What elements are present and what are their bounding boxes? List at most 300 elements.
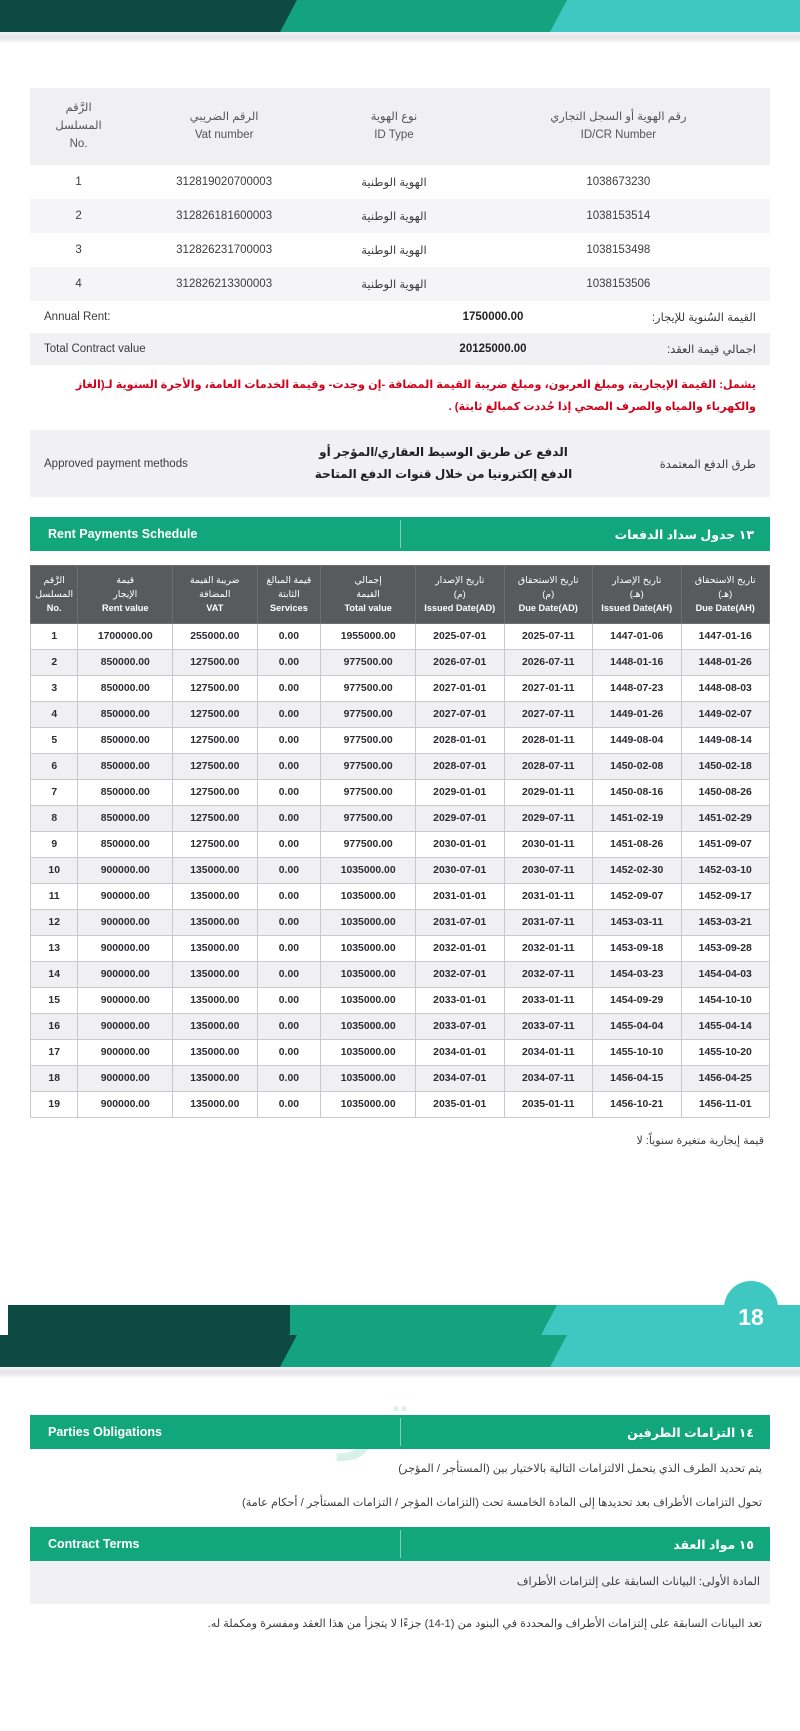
- schedule-table-row: [31, 728, 770, 754]
- schedule-cell-due-ah: 1449-02-07: [681, 702, 770, 728]
- schedule-cell-due-ad: 2033-07-11: [504, 1014, 593, 1040]
- schedule-cell-no: 4: [31, 702, 78, 728]
- total-contract-value: 20125000.00: [459, 343, 527, 356]
- schedule-col-due-ad-ar2: (م): [542, 588, 555, 600]
- schedule-col-issued-ah-en: Issued Date(AH): [601, 603, 673, 614]
- parties-table-body: [30, 165, 770, 301]
- parties-cell-idcr: 1038153498: [467, 233, 770, 267]
- schedule-cell-issued-ad: 2033-01-01: [416, 988, 505, 1014]
- parties-cell-idcr: 1038153514: [467, 199, 770, 233]
- schedule-cell-issued-ah: 1447-01-06: [593, 624, 682, 650]
- schedule-cell-vat: 135000.00: [173, 910, 257, 936]
- schedule-header-row: [31, 566, 770, 624]
- parties-cell-idcr: 1038673230: [467, 165, 770, 199]
- schedule-cell-rent: 900000.00: [78, 1040, 173, 1066]
- schedule-col-vat-en: VAT: [206, 603, 224, 614]
- schedule-table-row: [31, 1092, 770, 1118]
- schedule-cell-rent: 850000.00: [78, 728, 173, 754]
- schedule-cell-rent: 850000.00: [78, 702, 173, 728]
- parties-table: [30, 88, 770, 301]
- schedule-table-row: [31, 962, 770, 988]
- schedule-cell-total: 1035000.00: [321, 1066, 416, 1092]
- schedule-cell-rent: 850000.00: [78, 676, 173, 702]
- schedule-cell-rent: 900000.00: [78, 858, 173, 884]
- schedule-cell-due-ah: 1456-11-01: [681, 1092, 770, 1118]
- schedule-table-row: [31, 910, 770, 936]
- schedule-cell-rent: 900000.00: [78, 910, 173, 936]
- schedule-cell-due-ah: 1454-10-10: [681, 988, 770, 1014]
- schedule-cell-due-ad: 2028-01-11: [504, 728, 593, 754]
- schedule-cell-issued-ah: 1456-04-15: [593, 1066, 682, 1092]
- schedule-col-total-ar1: إجمالي: [354, 574, 382, 586]
- schedule-cell-total: 1035000.00: [321, 988, 416, 1014]
- schedule-cell-total: 1035000.00: [321, 884, 416, 910]
- schedule-col-no-en: .No: [46, 603, 62, 614]
- schedule-col-issued-ad-en: Issued Date(AD): [424, 603, 496, 614]
- schedule-cell-due-ah: 1448-01-26: [681, 650, 770, 676]
- schedule-cell-no: 1: [31, 624, 78, 650]
- schedule-cell-total: 1035000.00: [321, 1092, 416, 1118]
- schedule-table-row: [31, 780, 770, 806]
- schedule-cell-due-ad: 2034-01-11: [504, 1040, 593, 1066]
- schedule-cell-services: 0.00: [257, 962, 321, 988]
- parties-cell-idcr: 1038153506: [467, 267, 770, 301]
- schedule-cell-services: 0.00: [257, 884, 321, 910]
- parties-cell-vat: 312826213300003: [127, 267, 321, 301]
- schedule-cell-vat: 135000.00: [173, 858, 257, 884]
- page-2-top-ribbon: [0, 1335, 800, 1367]
- parties-col-idtype: [321, 88, 467, 165]
- parties-table-row: [30, 267, 770, 301]
- parties-col-idtype-ar: نوع الهوية: [370, 110, 418, 123]
- parties-col-vat: [127, 88, 321, 165]
- schedule-cell-due-ad: 2032-01-11: [504, 936, 593, 962]
- schedule-cell-due-ah: 1448-08-03: [681, 676, 770, 702]
- schedule-cell-rent: 850000.00: [78, 650, 173, 676]
- schedule-col-rent-value-ar2: الإيجار: [113, 588, 138, 600]
- schedule-col-services-ar2: الثابتة: [278, 588, 300, 600]
- schedule-cell-total: 977500.00: [321, 806, 416, 832]
- schedule-cell-total: 1035000.00: [321, 910, 416, 936]
- parties-obligations-banner-ar: ١٤ التزامات الطرفين: [627, 1425, 754, 1440]
- schedule-cell-vat: 127500.00: [173, 832, 257, 858]
- schedule-col-rent-value-en: Rent value: [102, 603, 149, 614]
- schedule-table-row: [31, 858, 770, 884]
- parties-obligations-banner-en: Parties Obligations: [48, 1425, 162, 1439]
- obligation-line-1: يتم تحديد الطرف الذي يتحمل الالتزامات التالية بالاختيار بين (المستأجر / المؤجر): [398, 1463, 762, 1475]
- schedule-cell-services: 0.00: [257, 910, 321, 936]
- schedule-col-issued-ah: [593, 566, 682, 624]
- schedule-cell-issued-ah: 1454-09-29: [593, 988, 682, 1014]
- schedule-cell-no: 11: [31, 884, 78, 910]
- ribbon-segment-mid: [300, 0, 600, 32]
- schedule-cell-total: 1035000.00: [321, 1040, 416, 1066]
- schedule-cell-due-ah: 1455-10-20: [681, 1040, 770, 1066]
- obligation-line-2: تحول التزامات الأطراف بعد تحديدها إلى المادة الخامسة تحت (التزامات المؤجر / التزامات المستأجر / أحكام عامة): [242, 1497, 762, 1510]
- schedule-table-row: [31, 1040, 770, 1066]
- schedule-table-body: [31, 624, 770, 1118]
- schedule-cell-vat: 135000.00: [173, 1092, 257, 1118]
- page2-ribbon-segment-dark: [0, 1335, 330, 1367]
- total-contract-ar-label: اجمالي قيمة العقد:: [666, 344, 756, 357]
- schedule-col-services-ar1: قيمة المبالغ: [266, 574, 312, 586]
- schedule-cell-due-ad: 2033-01-11: [504, 988, 593, 1014]
- parties-col-no: [30, 88, 127, 165]
- schedule-col-rent-value-ar1: قيمة: [116, 574, 135, 586]
- schedule-cell-services: 0.00: [257, 1014, 321, 1040]
- schedule-cell-services: 0.00: [257, 702, 321, 728]
- schedule-cell-issued-ah: 1455-10-10: [593, 1040, 682, 1066]
- schedule-cell-vat: 127500.00: [173, 650, 257, 676]
- schedule-cell-services: 0.00: [257, 780, 321, 806]
- schedule-cell-services: 0.00: [257, 988, 321, 1014]
- parties-cell-no: 1: [30, 165, 127, 199]
- schedule-col-no-ar1: الرَّقم: [43, 574, 65, 586]
- schedule-col-vat-ar1: ضريبة القيمة: [189, 574, 240, 586]
- schedule-cell-no: 17: [31, 1040, 78, 1066]
- schedule-cell-issued-ah: 1449-01-26: [593, 702, 682, 728]
- schedule-cell-issued-ah: 1453-09-18: [593, 936, 682, 962]
- schedule-cell-issued-ah: 1448-01-16: [593, 650, 682, 676]
- schedule-cell-rent: 900000.00: [78, 884, 173, 910]
- schedule-cell-issued-ad: 2029-01-01: [416, 780, 505, 806]
- schedule-cell-no: 9: [31, 832, 78, 858]
- schedule-col-rent-value: [78, 566, 173, 624]
- total-contract-en-label: Total Contract value: [44, 343, 146, 356]
- schedule-cell-vat: 127500.00: [173, 676, 257, 702]
- footer-ribbon-segment-mid: [290, 1305, 590, 1335]
- schedule-cell-total: 977500.00: [321, 702, 416, 728]
- schedule-cell-vat: 135000.00: [173, 1066, 257, 1092]
- schedule-cell-due-ad: 2035-01-11: [504, 1092, 593, 1118]
- schedule-cell-services: 0.00: [257, 1066, 321, 1092]
- schedule-cell-due-ad: 2028-07-11: [504, 754, 593, 780]
- schedule-cell-issued-ad: 2027-07-01: [416, 702, 505, 728]
- rent-schedule-banner-en: Rent Payments Schedule: [48, 527, 198, 542]
- schedule-cell-no: 8: [31, 806, 78, 832]
- schedule-cell-issued-ah: 1454-03-23: [593, 962, 682, 988]
- schedule-cell-no: 2: [31, 650, 78, 676]
- parties-table-row: [30, 233, 770, 267]
- schedule-cell-vat: 135000.00: [173, 962, 257, 988]
- parties-cell-vat: 312826231700003: [127, 233, 321, 267]
- schedule-cell-issued-ad: 2031-07-01: [416, 910, 505, 936]
- schedule-cell-no: 16: [31, 1014, 78, 1040]
- rent-schedule-banner: [30, 517, 770, 551]
- schedule-cell-vat: 255000.00: [173, 624, 257, 650]
- schedule-col-due-ah-en: Due Date(AH): [695, 603, 755, 614]
- annual-rent-row: [30, 301, 770, 333]
- document-page-2: [0, 1335, 800, 1731]
- schedule-cell-vat: 135000.00: [173, 936, 257, 962]
- schedule-table-row: [31, 1066, 770, 1092]
- schedule-cell-due-ah: 1451-09-07: [681, 832, 770, 858]
- schedule-col-no: [31, 566, 78, 624]
- schedule-cell-issued-ad: 2029-07-01: [416, 806, 505, 832]
- parties-cell-no: 4: [30, 267, 127, 301]
- schedule-cell-due-ah: 1450-02-18: [681, 754, 770, 780]
- schedule-table-row: [31, 988, 770, 1014]
- parties-table-row: [30, 165, 770, 199]
- schedule-col-issued-ad-ar1: تاريخ الإصدار: [435, 574, 485, 586]
- payment-methods-en-label: Approved payment methods: [44, 457, 188, 470]
- schedule-cell-issued-ad: 2034-07-01: [416, 1066, 505, 1092]
- payment-methods-row: [30, 430, 770, 497]
- schedule-cell-due-ah: 1453-03-21: [681, 910, 770, 936]
- schedule-table-row: [31, 702, 770, 728]
- schedule-cell-vat: 127500.00: [173, 806, 257, 832]
- payment-methods-value: [279, 442, 608, 485]
- page-1-footer: [0, 1305, 800, 1335]
- schedule-cell-due-ah: 1452-03-10: [681, 858, 770, 884]
- schedule-cell-issued-ad: 2032-01-01: [416, 936, 505, 962]
- footer-ribbon-segment-dark: [8, 1305, 338, 1335]
- page-1-content: [0, 88, 800, 1147]
- schedule-col-issued-ah-ar1: تاريخ الإصدار: [612, 574, 662, 586]
- schedule-cell-issued-ad: 2034-01-01: [416, 1040, 505, 1066]
- schedule-cell-total: 1035000.00: [321, 858, 416, 884]
- parties-cell-vat: 312826181600003: [127, 199, 321, 233]
- schedule-cell-due-ad: 2026-07-11: [504, 650, 593, 676]
- payment-methods-line-2: الدفع إلكترونيا من خلال قنوات الدفع المتاحة: [314, 466, 573, 481]
- schedule-cell-due-ad: 2027-01-11: [504, 676, 593, 702]
- schedule-col-due-ad: [504, 566, 593, 624]
- page-2-top-spacer: [30, 1379, 770, 1415]
- schedule-cell-total: 977500.00: [321, 728, 416, 754]
- schedule-cell-rent: 900000.00: [78, 1014, 173, 1040]
- schedule-cell-total: 1035000.00: [321, 936, 416, 962]
- contract-terms-banner-ar: ١٥ مواد العقد: [673, 1537, 754, 1552]
- schedule-cell-services: 0.00: [257, 676, 321, 702]
- schedule-col-issued-ad-ar2: (م): [453, 588, 466, 600]
- schedule-cell-services: 0.00: [257, 806, 321, 832]
- schedule-cell-issued-ah: 1453-03-11: [593, 910, 682, 936]
- schedule-cell-due-ad: 2032-07-11: [504, 962, 593, 988]
- schedule-col-no-ar2: المسلسل: [35, 588, 74, 600]
- page-bottom-ribbon: [0, 1305, 800, 1335]
- schedule-cell-due-ah: 1455-04-14: [681, 1014, 770, 1040]
- schedule-cell-issued-ah: 1448-07-23: [593, 676, 682, 702]
- schedule-table-row: [31, 832, 770, 858]
- schedule-cell-services: 0.00: [257, 754, 321, 780]
- schedule-cell-no: 6: [31, 754, 78, 780]
- schedule-cell-rent: 900000.00: [78, 1066, 173, 1092]
- parties-col-idcr-ar: رقم الهوية أو السجل التجاري: [550, 110, 687, 123]
- payment-methods-line-1: الدفع عن طريق الوسيط العقاري/المؤجر أو: [319, 445, 568, 459]
- schedule-cell-rent: 850000.00: [78, 780, 173, 806]
- schedule-cell-due-ad: 2034-07-11: [504, 1066, 593, 1092]
- schedule-cell-services: 0.00: [257, 1092, 321, 1118]
- schedule-table-row: [31, 650, 770, 676]
- parties-col-idcr-en: ID/CR Number: [580, 128, 657, 141]
- page-2-content: [0, 1379, 800, 1638]
- schedule-cell-total: 977500.00: [321, 832, 416, 858]
- schedule-cell-issued-ah: 1450-02-08: [593, 754, 682, 780]
- schedule-col-vat: [173, 566, 257, 624]
- parties-cell-idtype: الهوية الوطنية: [321, 199, 467, 233]
- schedule-cell-vat: 127500.00: [173, 728, 257, 754]
- schedule-cell-due-ah: 1449-08-14: [681, 728, 770, 754]
- schedule-cell-no: 19: [31, 1092, 78, 1118]
- schedule-cell-due-ad: 2031-01-11: [504, 884, 593, 910]
- schedule-cell-issued-ah: 1449-08-04: [593, 728, 682, 754]
- inclusions-red-note: يشمل: القيمة الإيجارية، ومبلغ العربون، ومبلغ ضريبة القيمة المضافة -إن وجدت- وقيمة الخدمات العامة، والأجرة السنوية لـ(الغاز والكهرباء والمياه والصرف الصحي إذا حُددت كمبالغ ثابتة) .: [30, 365, 770, 430]
- schedule-cell-services: 0.00: [257, 832, 321, 858]
- schedule-cell-due-ad: 2031-07-11: [504, 910, 593, 936]
- schedule-table-row: [31, 884, 770, 910]
- schedule-cell-issued-ad: 2035-01-01: [416, 1092, 505, 1118]
- total-contract-row: [30, 333, 770, 365]
- schedule-cell-rent: 850000.00: [78, 806, 173, 832]
- schedule-col-due-ad-en: Due Date(AD): [518, 603, 578, 614]
- ribbon-segment-dark: [0, 0, 330, 32]
- schedule-col-services-en: Services: [270, 603, 308, 614]
- schedule-cell-services: 0.00: [257, 936, 321, 962]
- parties-table-header-row: [30, 88, 770, 165]
- schedule-cell-due-ah: 1451-02-29: [681, 806, 770, 832]
- schedule-table-row: [31, 676, 770, 702]
- page-number-badge: 18: [724, 1281, 778, 1335]
- schedule-cell-issued-ah: 1450-08-16: [593, 780, 682, 806]
- schedule-cell-issued-ah: 1452-09-07: [593, 884, 682, 910]
- schedule-cell-due-ad: 2027-07-11: [504, 702, 593, 728]
- schedule-cell-total: 977500.00: [321, 780, 416, 806]
- schedule-table-row: [31, 624, 770, 650]
- schedule-cell-issued-ad: 2025-07-01: [416, 624, 505, 650]
- page-top-ribbon: [0, 0, 800, 32]
- schedule-cell-issued-ad: 2030-01-01: [416, 832, 505, 858]
- schedule-col-vat-ar2: المضافة: [199, 588, 231, 600]
- schedule-table-row: [31, 936, 770, 962]
- schedule-col-total: [321, 566, 416, 624]
- schedule-col-total-ar2: القيمة: [356, 588, 380, 600]
- schedule-cell-no: 15: [31, 988, 78, 1014]
- parties-obligations-banner-divider: [400, 1418, 401, 1446]
- schedule-cell-no: 5: [31, 728, 78, 754]
- terms-line-1: المادة الأولى: البيانات السابقة على إلتزامات الأطراف: [30, 1561, 770, 1604]
- schedule-col-issued-ad: [416, 566, 505, 624]
- contract-terms-banner: [30, 1527, 770, 1561]
- parties-obligations-banner: [30, 1415, 770, 1449]
- parties-table-row: [30, 199, 770, 233]
- parties-cell-idtype: الهوية الوطنية: [321, 233, 467, 267]
- schedule-table-row: [31, 754, 770, 780]
- schedule-cell-due-ad: 2030-07-11: [504, 858, 593, 884]
- schedule-cell-rent: 850000.00: [78, 832, 173, 858]
- schedule-table-row: [31, 806, 770, 832]
- annual-rent-ar-label: القيمة السُنوية للإيجار:: [651, 312, 756, 325]
- schedule-cell-total: 977500.00: [321, 676, 416, 702]
- schedule-cell-no: 18: [31, 1066, 78, 1092]
- schedule-cell-vat: 127500.00: [173, 780, 257, 806]
- schedule-cell-no: 13: [31, 936, 78, 962]
- parties-col-no-ar: الرَّقم المسلسل: [55, 102, 102, 132]
- schedule-cell-vat: 127500.00: [173, 754, 257, 780]
- schedule-cell-services: 0.00: [257, 858, 321, 884]
- schedule-cell-issued-ah: 1455-04-04: [593, 1014, 682, 1040]
- schedule-cell-total: 1035000.00: [321, 1014, 416, 1040]
- schedule-cell-services: 0.00: [257, 650, 321, 676]
- page2-ribbon-segment-mid: [300, 1335, 600, 1367]
- schedule-cell-services: 0.00: [257, 1040, 321, 1066]
- schedule-cell-no: 10: [31, 858, 78, 884]
- schedule-col-due-ah: [681, 566, 770, 624]
- parties-col-idtype-en: ID Type: [374, 128, 414, 141]
- schedule-cell-due-ah: 1456-04-25: [681, 1066, 770, 1092]
- schedule-cell-issued-ad: 2032-07-01: [416, 962, 505, 988]
- schedule-cell-total: 977500.00: [321, 754, 416, 780]
- schedule-cell-no: 7: [31, 780, 78, 806]
- terms-line-2: تعد البيانات السابقة على إلتزامات الأطراف والمحددة في البنود من (1-14) جزءًا لا يتجزأ من هذا العقد ومفسرة ومكملة له.: [207, 1618, 762, 1631]
- schedule-cell-issued-ah: 1452-02-30: [593, 858, 682, 884]
- annual-rent-en-label: Annual Rent:: [44, 311, 111, 324]
- schedule-cell-rent: 900000.00: [78, 962, 173, 988]
- schedule-cell-due-ad: 2030-01-11: [504, 832, 593, 858]
- schedule-cell-rent: 900000.00: [78, 936, 173, 962]
- schedule-col-due-ah-ar2: (هـ): [718, 588, 733, 600]
- schedule-cell-vat: 135000.00: [173, 988, 257, 1014]
- schedule-cell-issued-ad: 2033-07-01: [416, 1014, 505, 1040]
- schedule-cell-rent: 850000.00: [78, 754, 173, 780]
- schedule-cell-no: 3: [31, 676, 78, 702]
- schedule-cell-vat: 135000.00: [173, 884, 257, 910]
- schedule-cell-issued-ah: 1456-10-21: [593, 1092, 682, 1118]
- schedule-cell-vat: 135000.00: [173, 1014, 257, 1040]
- schedule-cell-issued-ad: 2031-01-01: [416, 884, 505, 910]
- ribbon-segment-light: [570, 0, 800, 32]
- schedule-col-due-ah-ar1: تاريخ الاستحقاق: [694, 574, 756, 586]
- schedule-table-row: [31, 1014, 770, 1040]
- page-2-edge-shadow: [0, 1367, 800, 1379]
- schedule-cell-due-ad: 2029-07-11: [504, 806, 593, 832]
- schedule-cell-issued-ad: 2027-01-01: [416, 676, 505, 702]
- schedule-cell-issued-ad: 2028-07-01: [416, 754, 505, 780]
- parties-cell-no: 3: [30, 233, 127, 267]
- contract-terms-banner-divider: [400, 1530, 401, 1558]
- parties-cell-idtype: الهوية الوطنية: [321, 267, 467, 301]
- contract-terms-banner-en: Contract Terms: [48, 1537, 140, 1552]
- rent-schedule-banner-divider: [400, 520, 401, 548]
- schedule-cell-issued-ad: 2030-07-01: [416, 858, 505, 884]
- schedule-cell-total: 1955000.00: [321, 624, 416, 650]
- parties-col-no-en: .No: [69, 137, 88, 150]
- schedule-cell-no: 14: [31, 962, 78, 988]
- schedule-cell-due-ad: 2025-07-11: [504, 624, 593, 650]
- parties-col-idcr: [467, 88, 770, 165]
- schedule-cell-services: 0.00: [257, 624, 321, 650]
- annual-rent-value: 1750000.00: [462, 311, 524, 324]
- schedule-cell-due-ah: 1452-09-17: [681, 884, 770, 910]
- parties-cell-vat: 312819020700003: [127, 165, 321, 199]
- parties-cell-idtype: الهوية الوطنية: [321, 165, 467, 199]
- schedule-cell-rent: 900000.00: [78, 1092, 173, 1118]
- rent-payments-schedule-table: [30, 565, 770, 1118]
- schedule-cell-issued-ad: 2028-01-01: [416, 728, 505, 754]
- schedule-cell-no: 12: [31, 910, 78, 936]
- parties-cell-no: 2: [30, 199, 127, 233]
- schedule-cell-issued-ah: 1451-08-26: [593, 832, 682, 858]
- schedule-cell-total: 1035000.00: [321, 962, 416, 988]
- parties-col-vat-ar: الرقم الضريبي: [189, 110, 259, 123]
- schedule-cell-rent: 900000.00: [78, 988, 173, 1014]
- schedule-cell-due-ah: 1447-01-16: [681, 624, 770, 650]
- page-edge-shadow: [0, 32, 800, 44]
- schedule-cell-vat: 127500.00: [173, 702, 257, 728]
- rent-schedule-banner-ar: ١٣ جدول سداد الدفعات: [614, 527, 754, 542]
- schedule-cell-vat: 135000.00: [173, 1040, 257, 1066]
- page2-ribbon-segment-light: [570, 1335, 800, 1367]
- schedule-cell-due-ad: 2029-01-11: [504, 780, 593, 806]
